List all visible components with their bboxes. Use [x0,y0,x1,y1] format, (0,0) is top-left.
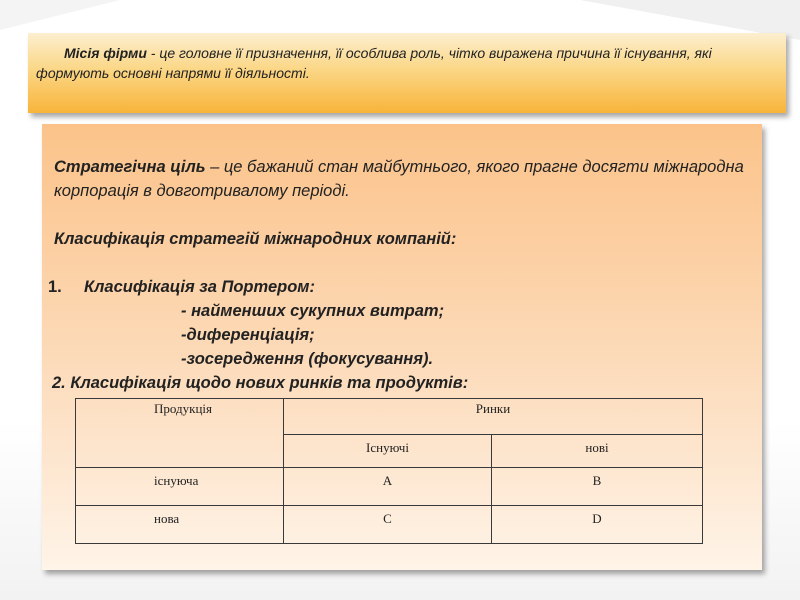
cell-value: D [492,506,703,544]
table-row [76,506,703,544]
strategic-goal-definition: – це бажаний стан майбутнього, якого прагне досягти міжнародна корпорація в довготривалому періоді. [54,158,744,200]
strategic-goal-term: Стратегічна ціль [54,158,206,176]
header-markets: Ринки [284,399,703,435]
product-market-table [75,398,703,544]
mission-definition: - це головне її призначення, її особлива роль, чітко виражена причина її існування, які формують основні напрями її діяльності. [36,45,712,81]
cell-value: А [284,468,492,506]
classification-heading: Класифікація стратегій міжнародних компаній: [54,230,457,248]
porter-item-differentiation: -диференціація; [181,326,315,344]
porter-title: Класифікація за Портером: [84,278,315,296]
table-row [76,468,703,506]
strategic-goal-paragraph [54,155,744,203]
cell-value: С [284,506,492,544]
header-existing: Існуючі [284,435,492,468]
table-header-row [76,399,703,435]
content-box [42,124,762,570]
porter-heading [48,275,315,299]
mission-paragraph [36,43,778,83]
row-label: існуюча [76,468,284,506]
porter-item-focus: -зосередження (фокусування). [181,350,434,368]
porter-number: 1. [48,278,62,296]
header-new: нові [492,435,703,468]
mission-term: Місія фірми [64,45,147,61]
markets-heading: 2. Класифікація щодо нових ринків та продуктів: [52,374,469,392]
header-product: Продукція [76,399,284,468]
cell-value: В [492,468,703,506]
mission-box [28,33,786,113]
porter-item-cost: - найменших сукупних витрат; [181,302,445,320]
row-label: нова [76,506,284,544]
corner-decoration-left [0,0,120,30]
